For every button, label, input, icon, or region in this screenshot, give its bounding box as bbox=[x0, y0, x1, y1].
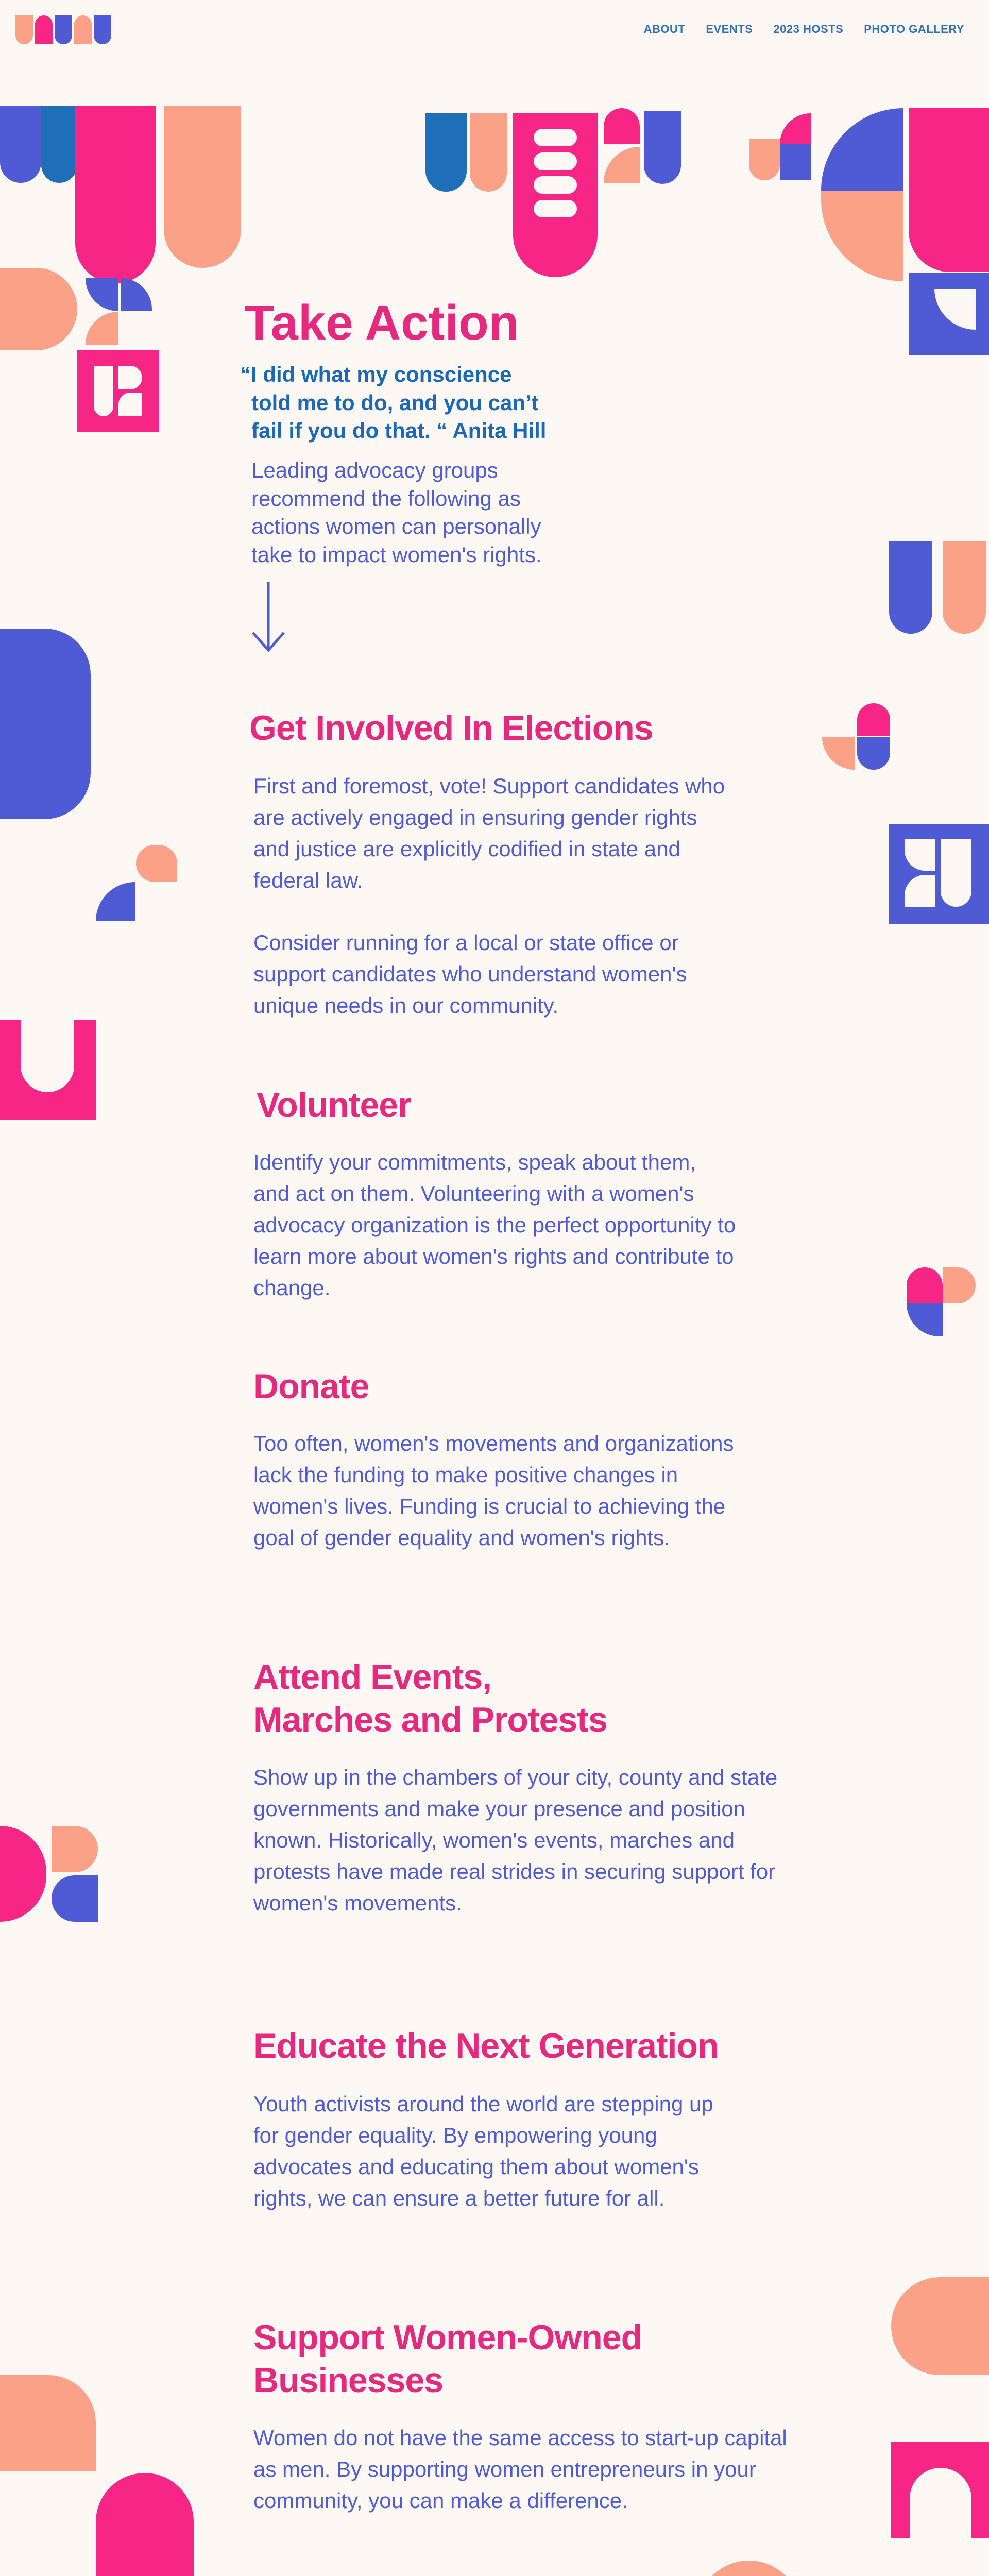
decor-shape bbox=[909, 273, 989, 355]
decor-shape bbox=[822, 737, 855, 770]
decor-shape bbox=[644, 111, 681, 184]
section-title-events: Attend Events, Marches and Protests bbox=[253, 1657, 607, 1739]
decor-shape bbox=[75, 106, 156, 283]
decor-shape bbox=[943, 541, 986, 634]
decor-shape bbox=[604, 147, 640, 183]
decor-shape bbox=[0, 1020, 96, 1120]
section-title-donate: Donate bbox=[253, 1367, 369, 1406]
site-logo[interactable] bbox=[15, 15, 111, 44]
decor-shape bbox=[0, 2375, 96, 2471]
decor-shape bbox=[907, 1267, 943, 1303]
down-arrow-icon bbox=[250, 582, 286, 657]
section-title-elections: Get Involved In Elections bbox=[249, 708, 653, 748]
anita-hill-quote: “I did what my conscience told me to do, and you can’t fail if you do that. “ Anita Hill bbox=[240, 362, 547, 443]
decor-shape bbox=[77, 350, 159, 432]
decor-shape bbox=[891, 2277, 989, 2375]
decor-shape bbox=[943, 1267, 976, 1303]
section-title-volunteer: Volunteer bbox=[257, 1086, 411, 1125]
section-text-volunteer: Identify your commitments, speak about them, and act on them. Volunteering with a women's advocacy organization is the perfect opportunity to learn more about women's rights and contribute to change. bbox=[253, 1150, 736, 1300]
section-text-businesses: Women do not have the same access to start-up capital as men. By supporting women entrepreneurs in your community, you can make a difference. bbox=[253, 2426, 787, 2513]
decor-shape bbox=[604, 108, 640, 144]
page-title: Take Action bbox=[244, 295, 519, 350]
decor-shape bbox=[907, 1303, 943, 1336]
decor-shape bbox=[909, 108, 989, 272]
decor-shape bbox=[52, 1826, 98, 1872]
section-text-donate: Too often, women's movements and organizations lack the funding to make positive changes in women's lives. Funding is crucial to achieving the goal of gender equality and women's rights. bbox=[253, 1431, 734, 1550]
section-text-events: Show up in the chambers of your city, county and state governments and make your presence and position known. Historically, women's events, marches and protests have made real strides in securing support for women's movements. bbox=[253, 1765, 778, 1915]
decor-shape bbox=[425, 113, 467, 192]
decor-shape bbox=[0, 268, 77, 350]
decor-shape bbox=[749, 139, 780, 180]
nav-2023-hosts[interactable]: 2023 HOSTS bbox=[773, 23, 844, 36]
decor-shape bbox=[41, 106, 77, 183]
decor-shape bbox=[0, 106, 41, 183]
section-title-businesses: Support Women-Owned Businesses bbox=[253, 2318, 642, 2400]
section-text-elections-2: Consider running for a local or state office or support candidates who understand women's unique needs in our community. bbox=[253, 930, 687, 1018]
decor-shape bbox=[891, 2442, 989, 2538]
decor-shape bbox=[121, 278, 152, 311]
decor-shape bbox=[96, 2473, 194, 2576]
decor-shape bbox=[0, 1826, 46, 1922]
decor-shape bbox=[697, 2561, 800, 2576]
decor-shape bbox=[513, 113, 598, 277]
main-nav bbox=[644, 23, 964, 36]
decor-shape bbox=[0, 629, 91, 819]
decor-shape bbox=[136, 845, 177, 882]
decor-shape bbox=[52, 1875, 98, 1922]
section-title-educate: Educate the Next Generation bbox=[253, 2026, 719, 2065]
decor-shape bbox=[889, 824, 989, 924]
intro-lead: Leading advocacy groups recommend the following as actions women can personally take to impact women's rights. bbox=[251, 458, 542, 567]
decor-shape bbox=[470, 113, 507, 192]
decor-shape bbox=[86, 278, 118, 311]
nav-about[interactable]: ABOUT bbox=[643, 23, 686, 36]
decor-shape bbox=[164, 106, 241, 268]
decor-shape bbox=[780, 113, 811, 144]
section-text-educate: Youth activists around the world are stepping up for gender equality. By empowering young advocates and educating them about women's rights, we can ensure a better future for all. bbox=[253, 2092, 713, 2210]
decor-shape bbox=[780, 144, 811, 180]
decor-shape bbox=[821, 191, 903, 281]
decor-shape bbox=[857, 703, 890, 736]
decor-shape bbox=[86, 312, 118, 345]
section-text-elections-1: First and foremost, vote! Support candidates who are actively engaged in ensuring gender rights and justice are explicitly codified in state and federal law. bbox=[253, 774, 725, 892]
decor-shape bbox=[889, 541, 932, 634]
decor-shape bbox=[857, 737, 890, 770]
decor-shape bbox=[96, 882, 135, 921]
decor-shape bbox=[821, 108, 903, 191]
nav-events[interactable]: EVENTS bbox=[706, 23, 753, 36]
nav-photo-gallery[interactable]: PHOTO GALLERY bbox=[864, 23, 964, 36]
